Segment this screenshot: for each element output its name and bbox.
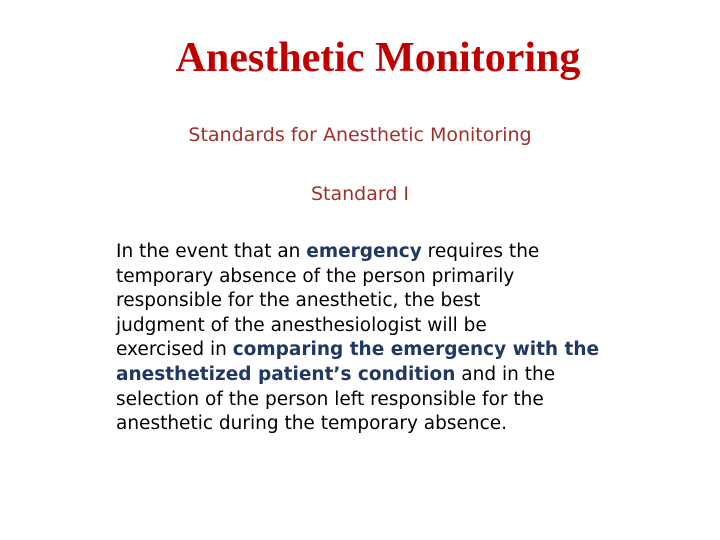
body-line: selection of the person left responsible for the: [116, 388, 544, 410]
body-line: [116, 240, 616, 265]
emphasis-emergency: emergency: [306, 241, 422, 262]
body-line: anesthetic during the temporary absence.: [116, 413, 508, 435]
emphasis-condition: anesthetized patient’s condition: [116, 363, 456, 385]
slide-title: Anesthetic Monitoring: [175, 35, 581, 81]
body-text-span: requires the: [421, 241, 540, 262]
body-line: judgment of the anesthesiologist will be: [116, 314, 487, 336]
standard-heading: Standard I: [310, 183, 410, 205]
body-text-span: In the event that an: [116, 241, 307, 262]
body-line: responsible for the anesthetic, the best: [116, 290, 481, 312]
body-line: [116, 338, 616, 363]
standard-body-text: [116, 240, 616, 437]
body-line: [116, 363, 616, 388]
body-text-span: exercised in: [116, 339, 233, 361]
body-line: temporary absence of the person primarily: [116, 265, 515, 287]
slide-subtitle: Standards for Anesthetic Monitoring: [188, 124, 532, 146]
emphasis-comparing: comparing the emergency with the: [232, 339, 600, 361]
body-text-span: and in the: [455, 363, 556, 385]
